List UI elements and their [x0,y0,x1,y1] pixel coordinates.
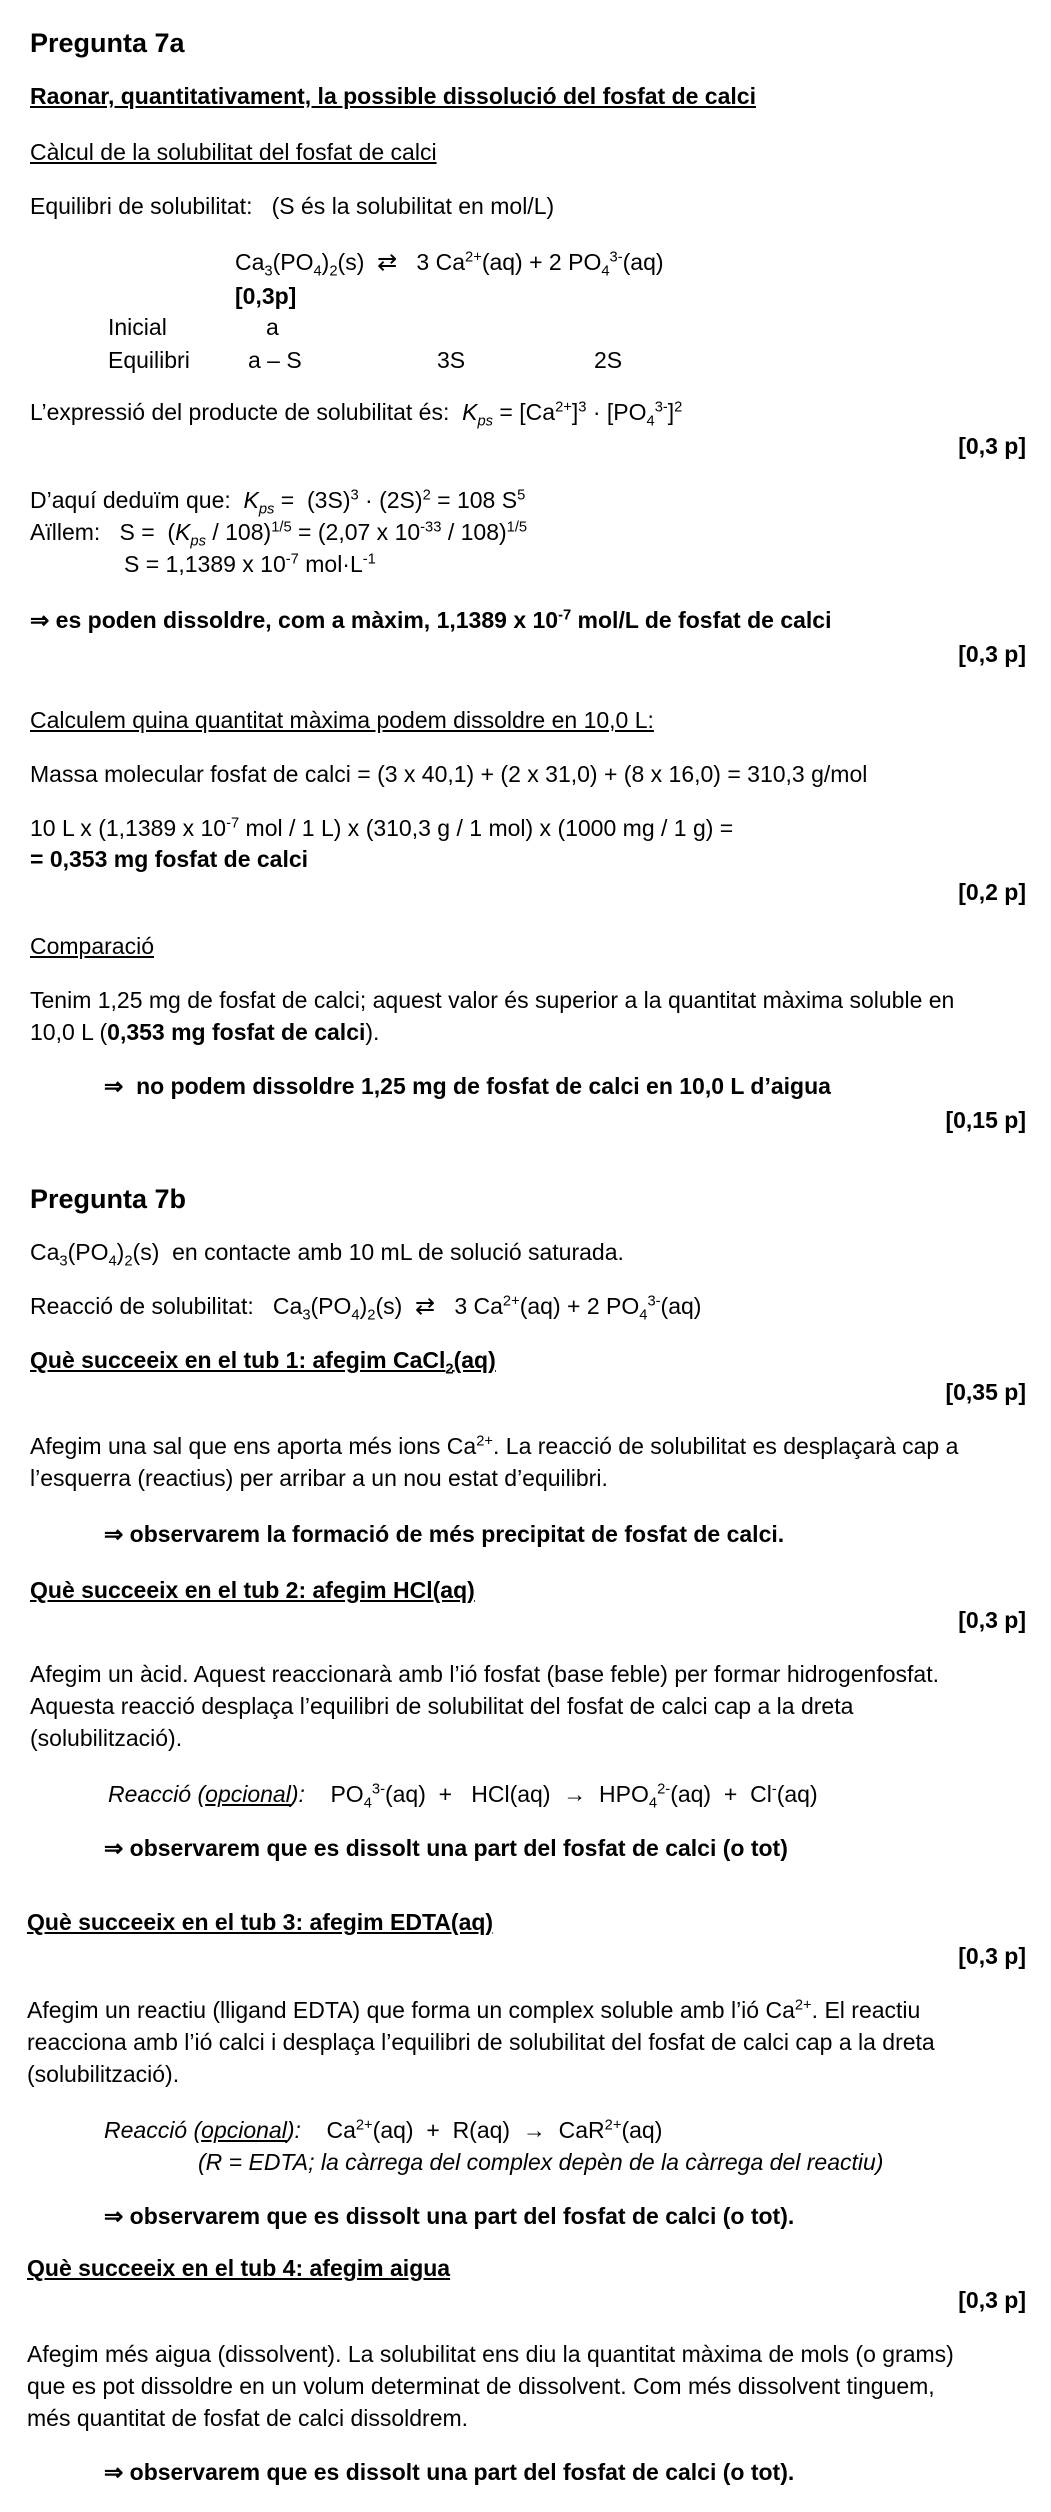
q7a-sub-comparacio: Comparació [30,933,154,959]
comparacio-line-2: 10,0 L (0,353 mg fosfat de calci). [30,1019,380,1045]
q7a-heading: Raonar, quantitativament, la possible dissolució del fosfat de calci [30,83,756,109]
row-inicial-a: a [266,314,279,340]
row-eq-2s: 2S [594,347,623,373]
tub3-note: (R = EDTA; la càrrega del complex depèn de la càrrega del reactiu) [198,2149,884,2175]
tub1-line-2: l’esquerra (reactius) per arribar a un nou estat d’equilibri. [30,1465,608,1491]
implies-arrow-icon: ⇒ [104,1073,124,1099]
reaction-score: [0,3p] [235,283,297,309]
row-eq-3s: 3S [437,347,466,373]
q7b-reaction: Reacció de solubilitat: $Ca_3(PO_4)_2(s)$ ⇄ 3 $Ca^{2+}(aq) + 2$ $PO_4^{3-}(aq)$ [30,1293,702,1324]
equilibrium-arrow-icon: ⇄ [377,249,398,276]
tub4-line-1: Afegim més aigua (dissolvent). La solubilitat ens diu la quantitat màxima de mols (o grams) [27,2341,954,2367]
row-inicial-label: Inicial [108,314,167,340]
tub2-score: [0,3 p] [958,1607,1026,1633]
tub4-line-2: que es pot dissoldre en un volum determinat de dissolvent. Com més dissolvent tinguem, [27,2373,935,2399]
q7b-contact: $Ca_3(PO_4)_2(s)$ en contacte amb 10 mL de solució saturada. [30,1239,624,1270]
conclusion-no-dissoldre: ⇒ no podem dissoldre 1,25 mg de fosfat de calci en 10,0 L d’aigua [104,1073,831,1099]
calc-score: [0,2 p] [958,879,1026,905]
equilibri-label-line: Equilibri de solubilitat: (S és la solubilitat en mol/L) [30,193,555,219]
kps-score: [0,3 p] [958,433,1026,459]
row-eq-a-s: a – S [248,347,302,373]
tub3-line-2: reacciona amb l’ió calci i desplaça l’equilibri de solubilitat del fosfat de calci cap a la dreta [27,2029,935,2055]
tub3-conclusion: ⇒ observarem que es dissolt una part del fosfat de calci (o tot). [104,2203,795,2229]
q7b-title: Pregunta 7b [30,1184,187,1214]
implies-arrow-icon: ⇒ [104,1835,124,1861]
conclusion-solubility: ⇒ es poden dissoldre, com a màxim, 1,1389 x $10^{-7}$ mol/L de fosfat de calci [30,607,832,633]
tub1-conclusion: ⇒ observarem la formació de més precipitat de fosfat de calci. [104,1521,785,1547]
s-result: S = 1,1389 x $10^{-7}$ $mol\cdot L^{-1}$ [124,551,376,577]
implies-arrow-icon: ⇒ [104,2203,124,2229]
right-arrow-icon: → [522,2117,546,2143]
tub3-score: [0,3 p] [958,1943,1026,1969]
tub2-reaction: Reacció (opcional): $PO_4^{3-}(aq) + HCl(aq) \to HPO_4^{2-}(aq) + Cl^-(aq)$ [108,1781,818,1812]
q7a-title: Pregunta 7a [30,28,185,58]
aillem-line: Aïllem: $S = (K_{ps} / 108)^{1/5} = (2,07$ x $10^{-33} / 108)^{1/5}$ [30,519,528,550]
right-arrow-icon: → [563,1781,587,1807]
implies-arrow-icon: ⇒ [104,2459,124,2485]
tub3-reaction: Reacció (opcional): $Ca^{2+}(aq) + R(aq) \to CaR^{2+}(aq)$ [104,2117,663,2143]
deduim-line: D’aquí deduïm que: $K_{ps} = (3S)^3 \cdot (2S)^2 = 108$ $S^5$ [30,487,526,518]
tub2-line-1: Afegim un àcid. Aquest reaccionarà amb l’ió fosfat (base feble) per formar hidrogenfosfat. [30,1661,939,1687]
tub4-title: Què succeeix en el tub 4: afegim aigua [27,2255,451,2281]
tub1-line-1: Afegim una sal que ens aporta més ions $Ca^{2+}$. La reacció de solubilitat es desplaçarà cap a [30,1433,959,1459]
implies-arrow-icon: ⇒ [104,1521,124,1547]
tub4-line-3: més quantitat de fosfat de calci dissoldrem. [27,2405,469,2431]
tub1-score: [0,35 p] [945,1379,1026,1405]
tub2-line-2: Aquesta reacció desplaça l’equilibri de solubilitat del fosfat de calci cap a la dreta [30,1693,854,1719]
q7a-sub-quantitat: Calculem quina quantitat màxima podem dissoldre en 10,0 L: [30,707,654,733]
conclusion1-score: [0,3 p] [958,641,1026,667]
tub2-conclusion: ⇒ observarem que es dissolt una part del fosfat de calci (o tot) [104,1835,788,1861]
kps-expression: L’expressió del producte de solubilitat és: $K_{ps} = [Ca^{2+}]^3 \cdot [PO_4^{3-}]^2$ [30,399,683,430]
row-equilibri-label: Equilibri [108,347,190,373]
tub3-title: Què succeeix en el tub 3: afegim EDTA(aq) [27,1909,494,1935]
tub4-conclusion: ⇒ observarem que es dissolt una part del fosfat de calci (o tot). [104,2459,795,2485]
implies-arrow-icon: ⇒ [30,607,50,633]
calc-line-2: = 0,353 mg fosfat de calci [30,846,309,872]
calc-line-1: 10 L x (1,1389 x $10^{-7}$ mol / 1 L) x (310,3 g / 1 mol) x (1000 mg / 1 g) = [30,815,734,841]
tub1-title: Què succeeix en el tub 1: afegim CaCl$_2$(aq) [30,1347,496,1378]
tub2-line-3: (solubilització). [30,1725,183,1751]
massa-molecular: Massa molecular fosfat de calci = (3 x 40,1) + (2 x 31,0) + (8 x 16,0) = 310,3 g/mol [30,761,868,787]
q7a-sub-solubilitat: Càlcul de la solubilitat del fosfat de calci [30,139,437,165]
equilibrium-arrow-icon: ⇄ [415,1293,436,1320]
conclusion2-score: [0,15 p] [945,1107,1026,1133]
tub3-line-1: Afegim un reactiu (lligand EDTA) que forma un complex soluble amb l’ió $Ca^{2+}$. El reactiu [27,1997,921,2023]
tub4-score: [0,3 p] [958,2287,1026,2313]
comparacio-line-1: Tenim 1,25 mg de fosfat de calci; aquest valor és superior a la quantitat màxima soluble en [30,987,955,1013]
tub3-line-3: (solubilització). [27,2061,180,2087]
tub2-title: Què succeeix en el tub 2: afegim HCl(aq) [30,1577,475,1603]
solubility-reaction: $Ca_3(PO_4)_2(s)$ ⇄ 3 $Ca^{2+}(aq) + 2$ $PO_4^{3-}(aq)$ [235,249,664,280]
